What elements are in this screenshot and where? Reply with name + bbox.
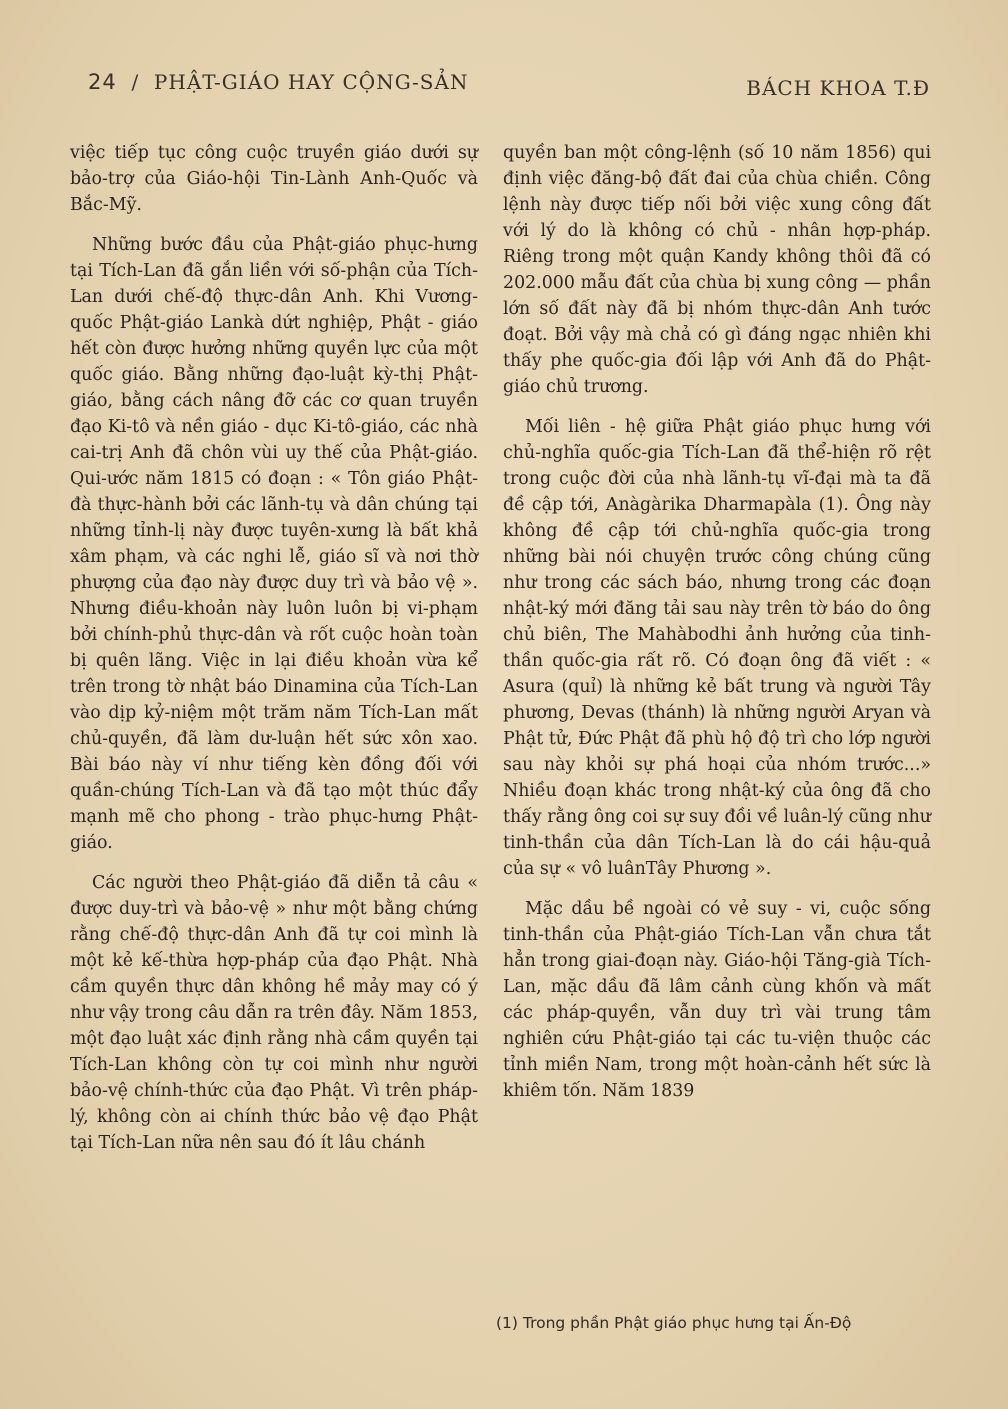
magazine-name: BÁCH KHOA T.Đ (746, 76, 930, 100)
paragraph: việc tiếp tục công cuộc truyền giáo dưới sự bảo-trợ của Giáo-hội Tin-Lành Anh-Quốc và Bắc-Mỹ. (70, 143, 478, 215)
right-column (503, 140, 931, 1118)
footnote: (1) Trong phần Phật giáo phục hưng tại Ấn-Độ (496, 1314, 852, 1332)
page-header (88, 70, 930, 106)
paragraph: Các người theo Phật-giáo đã diễn tả câu « được duy-trì và bảo-vệ » như một bằng chứng rằng chế-độ thực-dân Anh đã tự coi mình là một kẻ kế-thừa hợp-pháp của đạo Phật. Nhà cầm quyền thực dân không hề mảy may có ý như vậy trong câu dẫn ra trên đây. Năm 1853, một đạo luật xác định rằng nhà cầm quyền tại Tích-Lan không còn tự coi mình như người bảo-vệ chính-thức của đạo Phật. Vì trên pháp-lý, không còn ai chính thức bảo vệ đạo Phật tại Tích-Lan nữa nên sau đó ít lâu chánh (70, 873, 478, 1153)
header-separator: / (131, 70, 140, 94)
article-title: PHẬT-GIÁO HAY CỘNG-SẢN (153, 70, 469, 94)
paragraph: Mặc dầu bề ngoài có vẻ suy - vi, cuộc sống tinh-thần của Phật-giáo Tích-Lan vẫn chưa tắt hẳn trong giai-đoạn này. Giáo-hội Tăng-già Tích-Lan, mặc dầu đã lâm cảnh cùng khốn và mất các pháp-quyền, vẫn duy trì vài trung tâm nghiên cứu Phật-giáo tại các tu-viện thuộc các tỉnh miền Nam, trong một hoàn-cảnh hết sức là khiêm tốn. Năm 1839 (503, 899, 931, 1101)
left-column (70, 140, 478, 1170)
paragraph: Mối liên - hệ giữa Phật giáo phục hưng với chủ-nghĩa quốc-gia Tích-Lan đã thể-hiện rõ rệt trong cuộc đời của nhà lãnh-tụ vĩ-đại mà ta đã đề cập tới, Anàgàrika Dharmapàla (1). Ông này không đề cập tới chủ-nghĩa quốc-gia trong những bài nói chuyện trước công chúng cũng như trong các sách báo, nhưng trong các đoạn nhật-ký mới đăng tải sau này trên tờ báo do ông chủ biên, The Mahàbodhi ảnh hưởng của tinh-thần quốc-gia rất rõ. Có đoạn ông đã viết : « Asura (quỉ) là những kẻ bất trung và người Tây phương, Devas (thánh) là những người Aryan và Phật tử, Đức Phật đã phù hộ độ trì cho lớp người sau này khỏi sự phá hoại của nhóm trước...» Nhiều đoạn khác trong nhật-ký của ông đã cho thấy rằng ông coi sự suy đồi về luân-lý cũng như tinh-thần của dân Tích-Lan là do cái hậu-quả của sự « vô luânTây Phương ». (503, 417, 931, 879)
paragraph: quyền ban một công-lệnh (số 10 năm 1856) qui định việc đăng-bộ đất đai của chùa chiền. Công lệnh này được tiếp nối bởi việc xung công đất với lý do là không có chủ - nhân hợp-pháp. Riêng trong một quận Kandy không thôi đã có 202.000 mẫu đất của chùa bị xung công — phần lớn số đất này đã bị nhóm thực-dân Anh tước đoạt. Bởi vậy mà chả có gì đáng ngạc nhiên khi thấy phe quốc-gia đối lập với Anh đã do Phật-giáo chủ trương. (503, 143, 931, 397)
paragraph: Những bước đầu của Phật-giáo phục-hưng tại Tích-Lan đã gắn liền với số-phận của Tích-Lan dưới chế-độ thực-dân Anh. Khi Vương-quốc Phật-giáo Lankà dứt nghiệp, Phật - giáo hết còn được hưởng những quyền lực của một quốc giáo. Bằng những đạo-luật kỳ-thị Phật-giáo, bằng cách nâng đỡ các cơ quan truyền đạo Ki-tô và nền giáo - dục Ki-tô-giáo, các nhà cai-trị Anh đã chôn vùi uy thế của Phật-giáo. Qui-ước năm 1815 có đoạn : « Tôn giáo Phật-đà thực-hành bởi các lãnh-tụ và dân chúng tại những tỉnh-lị này được tuyên-xưng là bất khả xâm phạm, và các nghi lễ, giáo sĩ và nơi thờ phượng của đạo này được duy trì và bảo vệ ». Nhưng điều-khoản này luôn luôn bị vi-phạm bởi chính-phủ thực-dân và rốt cuộc hoàn toàn bị quên lãng. Việc in lại điều khoản vừa kể trên trong tờ nhật báo Dinamina của Tích-Lan vào dịp kỷ-niệm một trăm năm Tích-Lan mất chủ-quyền, đã làm dư-luận hết sức xôn xao. Bài báo này ví như tiếng kèn đồng đối với quần-chúng Tích-Lan và đã tạo một thúc đẩy mạnh mẽ cho phong - trào phục-hưng Phật-giáo. (70, 235, 478, 853)
header-left (88, 70, 468, 94)
page-number: 24 (88, 70, 117, 94)
